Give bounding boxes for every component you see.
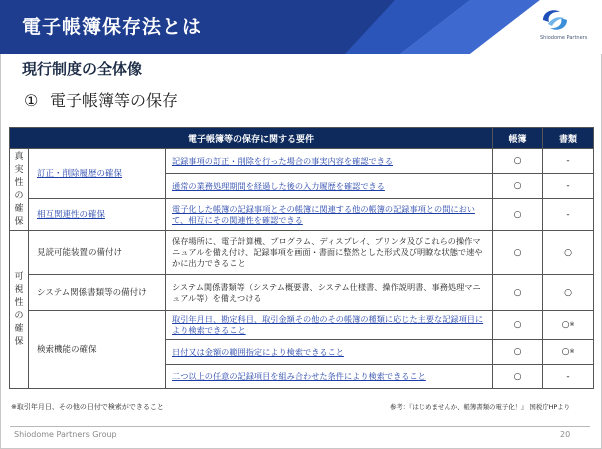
detail-mutual-relation[interactable]: 電子化した帳簿の記録事項とその帳簿に関連する他の帳簿の記録事項との間において、相互にその関連性を確認できる (166, 199, 493, 231)
item-mutual-relation[interactable]: 相互関連性の確保 (29, 199, 166, 231)
asterisk-mark: ※ (569, 348, 575, 355)
item-search-function: 検索機能の確保 (29, 311, 166, 389)
logo-icon (540, 6, 570, 34)
category-authenticity: 真 実 性 の 確 保 (10, 149, 29, 231)
table-row (10, 199, 594, 231)
document-mark: ○ (543, 231, 594, 275)
footer-divider (10, 426, 590, 427)
document-mark: - (543, 365, 594, 389)
detail-system-documents: システム関係書類等（システム概要書、システム仕様書、操作説明書、事務処理マニュアル等）を備えつける (166, 275, 493, 311)
document-mark: ○※ (543, 340, 594, 365)
ledger-mark: ○ (493, 199, 543, 231)
asterisk-mark: ※ (569, 321, 575, 328)
detail-correction-fact[interactable]: 記録事項の訂正・削除を行った場合の事実内容を確認できる (166, 149, 493, 174)
header-band (0, 0, 602, 54)
category-visibility: 可 視 性 の 確 保 (10, 231, 29, 389)
reference-note: 参考：『はじめませんか、帳簿書類の電子化！』 国税庁HPより (390, 403, 571, 411)
item-viewer-device: 見読可能装置の備付け (29, 231, 166, 275)
item-correction-history[interactable]: 訂正・削除履歴の確保 (29, 149, 166, 199)
table-row (10, 275, 594, 311)
sub-title-text: 電子帳簿等の保存 (50, 91, 179, 110)
sub-title-number: ① (24, 91, 39, 110)
header-ledger: 帳簿 (493, 128, 543, 149)
sub-title (24, 88, 178, 111)
ledger-mark: ○ (493, 365, 543, 389)
page-title: 電子帳簿保存法とは (22, 16, 203, 38)
footer-company: Shiodome Partners Group (14, 430, 117, 439)
logo-text: Shiodome Partners (540, 35, 588, 41)
document-mark: - (543, 149, 594, 174)
document-mark: - (543, 174, 594, 199)
page-number: 20 (560, 430, 571, 439)
company-logo (540, 6, 586, 46)
detail-search-combined[interactable]: 二つ以上の任意の記録項目を組み合わせた条件により検索できること (166, 365, 493, 389)
section-title: 現行制度の全体像 (22, 60, 143, 78)
detail-search-main-items[interactable]: 取引年月日、勘定科目、取引金額その他のその帳簿の種類に応じた主要な記録項目により検索できること (166, 311, 493, 340)
detail-viewer-device: 保存場所に、電子計算機、プログラム、ディスプレイ、プリンタ及びこれらの操作マニュアルを備え付け、記録事項を画面・書面に整然とした形式及び明瞭な状態で速やかに出力できること (166, 231, 493, 275)
ledger-mark: ○ (493, 340, 543, 365)
table-row (10, 231, 594, 275)
table-header-row (10, 128, 594, 149)
ledger-mark: ○ (493, 149, 543, 174)
footnote: ※取引年月日、その他の日付で検索ができること (11, 403, 164, 411)
ledger-mark: ○ (493, 174, 543, 199)
ledger-mark: ○ (493, 311, 543, 340)
table-row (10, 311, 594, 340)
ledger-mark: ○ (493, 231, 543, 275)
document-mark: ○※ (543, 311, 594, 340)
item-system-documents: システム関係書類等の備付け (29, 275, 166, 311)
requirements-table (9, 127, 594, 389)
header-requirement: 電子帳簿等の保存に関する要件 (10, 128, 493, 149)
detail-search-range[interactable]: 日付又は金額の範囲指定により検索できること (166, 340, 493, 365)
table-row (10, 149, 594, 174)
detail-input-history[interactable]: 通常の業務処理期間を経過した後の入力履歴を確認できる (166, 174, 493, 199)
header-document: 書類 (543, 128, 594, 149)
ledger-mark: ○ (493, 275, 543, 311)
document-mark: - (543, 199, 594, 231)
document-mark: ○ (543, 275, 594, 311)
